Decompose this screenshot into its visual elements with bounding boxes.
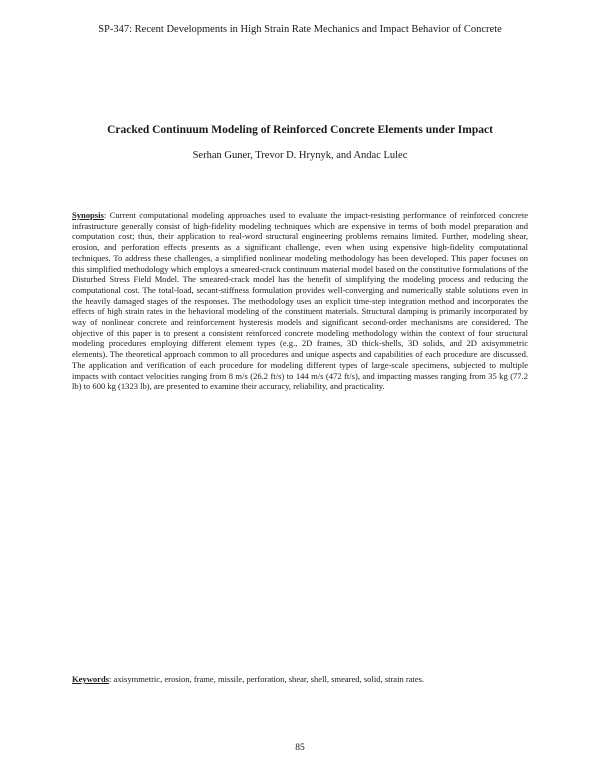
page-number: 85 [295,743,305,753]
keywords-text: : axisymmetric, erosion, frame, missile, perforation, shear, shell, smeared, solid, strain rates. [109,674,425,684]
keywords-label: Keywords [72,674,110,684]
synopsis-text: : Current computational modeling approaches used to evaluate the impact-resisting performance of reinforced concrete infrastructure generally consist of high-fidelity modeling techniques which are expensive in terms of both model preparation and computation cost; thus, their application to real-word structural engineering problems remains limited. Further, modeling shear, erosion, and perforation effects presents as a significant challenge, even when using expensive high-fidelity computational techniques. To address these challenges, a simplified nonlinear modeling methodology has been developed. This paper focuses on this simplified methodology which employs a smeared-crack continuum material model based on the constitutive formulations of the Disturbed Stress Field Model. The smeared-crack model has the benefit of simplifying the modeling process and reducing the computational cost. The total-load, secant-stiffness formulation provides well-converging and numerically stable solutions even in the heavily damaged stages of the responses. The methodology uses an explicit time-step integration method and incorporates the effects of high strain rates in the behavioral modeling of the constituent materials. Structural damping is primarily incorporated by way of nonlinear concrete and reinforcement hysteresis models and significant second-order mechanisms are considered. The objective of this paper is to present a consistent reinforced concrete modeling methodology within the context of four structural modeling procedures employing different element types (e.g., 2D frames, 3D thick-shells, 3D solids, and 2D axisymmetric elements). The theoretical approach common to all procedures and unique aspects and capabilities of each procedure are discussed. The application and verification of each procedure for modeling different types of large-scale specimens, subjected to multiple impacts with contact velocities ranging from 8 m/s (26.2 ft/s) to 144 m/s (472 ft/s), and impacting masses ranging from 35 kg (77.2 lb) to 600 kg (1323 lb), are presented to examine their accuracy, reliability, and practicality. [72,210,528,392]
paper-title: Cracked Continuum Modeling of Reinforced Concrete Elements under Impact [107,124,493,136]
author-list: Serhan Guner, Trevor D. Hrynyk, and Andac Lulec [192,150,408,161]
running-header: SP-347: Recent Developments in High Strain Rate Mechanics and Impact Behavior of Concrete [98,24,502,35]
keywords-paragraph [72,674,528,685]
synopsis-paragraph [72,210,528,392]
synopsis-label: Synopsis [72,210,104,220]
